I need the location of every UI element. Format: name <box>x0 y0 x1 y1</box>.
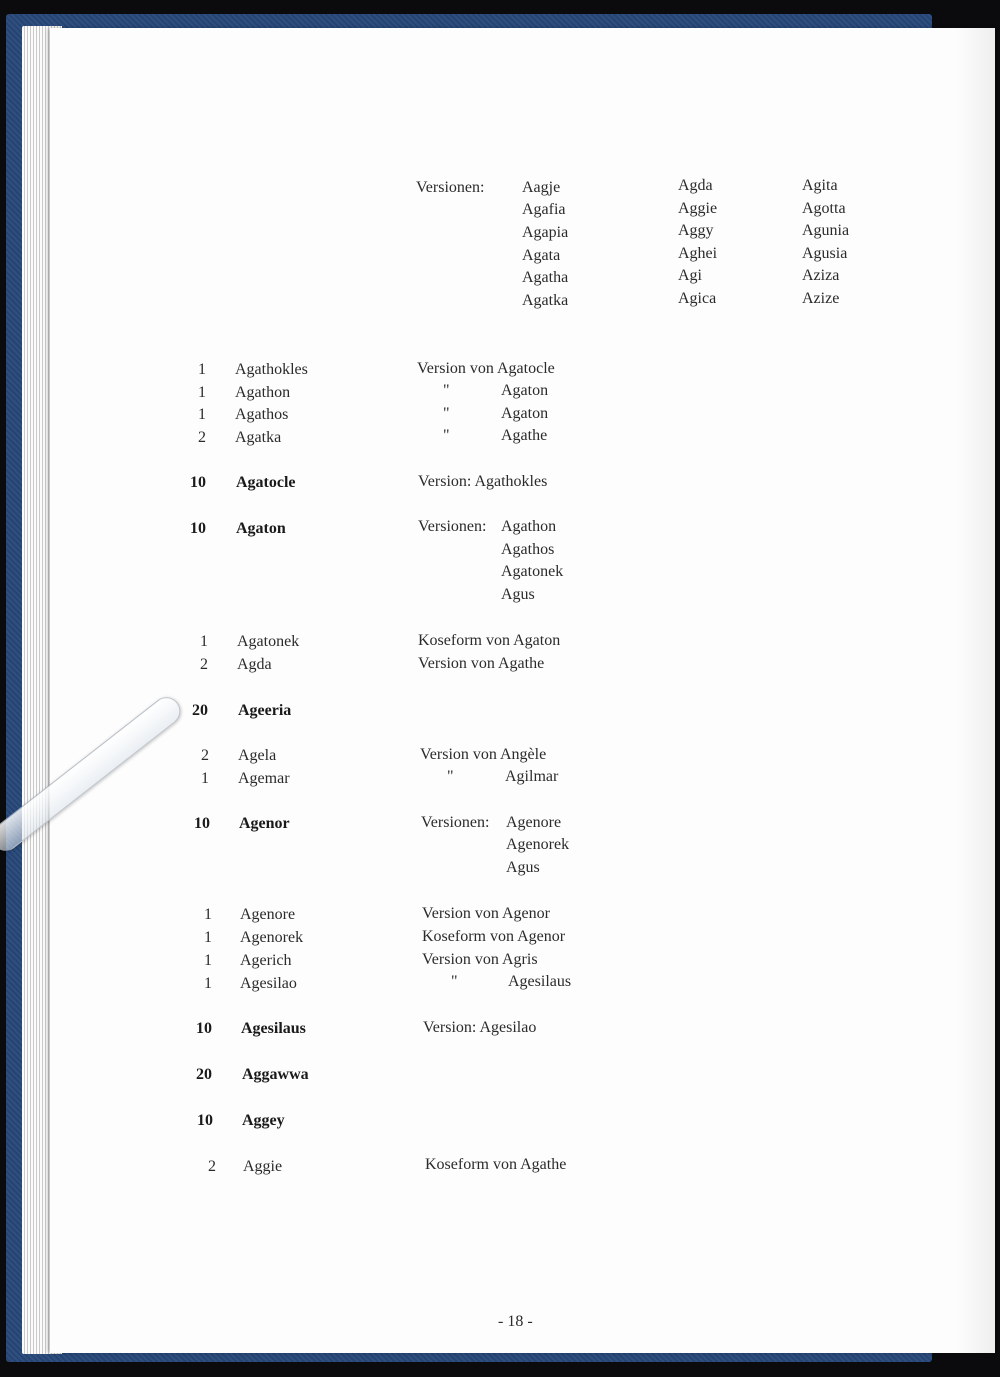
entry-number: 2 <box>198 429 206 446</box>
entry-name: Agda <box>237 656 272 673</box>
version-name: Agus <box>501 586 535 603</box>
version-name: Agata <box>522 247 561 264</box>
entry-name: Agathon <box>235 384 291 401</box>
entry-description: Koseform von Agaton <box>418 632 561 649</box>
entry-description: Agesilaus <box>508 973 572 990</box>
entry-number: 1 <box>204 952 212 969</box>
entry-number: 10 <box>194 815 210 832</box>
entry-description: Agaton <box>501 405 549 422</box>
version-name: Agda <box>678 177 713 194</box>
version-name: Agotta <box>802 200 846 217</box>
version-name: Agapia <box>522 224 569 241</box>
entry-description: Version von Agatocle <box>417 360 555 377</box>
version-name: Agunia <box>802 222 850 239</box>
entry-name: Agenorek <box>240 929 304 946</box>
versions-label: Versionen: <box>421 814 490 831</box>
entry-description: Koseform von Agathe <box>425 1156 567 1173</box>
entry-description: Version von Agris <box>422 951 538 968</box>
entry-number: 1 <box>204 929 212 946</box>
entry-number: 10 <box>196 1020 212 1037</box>
version-name: Agus <box>506 859 540 876</box>
entry-name: Aggie <box>243 1158 283 1175</box>
entry-name: Agatocle <box>236 474 296 491</box>
version-name: Agita <box>802 177 838 194</box>
version-name: Agi <box>678 267 702 284</box>
entry-number: 1 <box>198 361 206 378</box>
version-name: Azize <box>802 290 840 307</box>
version-name: Agenorek <box>506 836 570 853</box>
versions-label: Versionen: <box>418 518 487 535</box>
entry-number: 10 <box>190 474 206 491</box>
version-name: Aagje <box>522 179 561 196</box>
version-name: Agatha <box>522 269 569 286</box>
entry-name: Agenor <box>239 815 290 832</box>
entry-number: 20 <box>196 1066 212 1083</box>
version-name: Agusia <box>802 245 848 262</box>
ditto-mark: " <box>443 427 450 444</box>
entry-description: Agilmar <box>505 768 559 785</box>
entry-number: 2 <box>200 656 208 673</box>
entry-name: Aggawwa <box>242 1066 309 1083</box>
version-name: Agica <box>678 290 717 307</box>
page-number: - 18 - <box>498 1313 533 1330</box>
version-name: Aggy <box>678 222 714 239</box>
entry-number: 1 <box>200 633 208 650</box>
entry-name: Agenore <box>240 906 296 923</box>
entry-number: 10 <box>190 520 206 537</box>
entry-description: Koseform von Agenor <box>422 928 566 945</box>
version-name: Agatka <box>522 292 569 309</box>
entry-description: Agathe <box>501 427 548 444</box>
entry-description: Version: Agathokles <box>418 473 548 490</box>
ditto-mark: " <box>447 768 454 785</box>
entry-number: 1 <box>204 975 212 992</box>
entry-name: Agathos <box>235 406 289 423</box>
entry-number: 1 <box>204 906 212 923</box>
entry-name: Agatonek <box>237 633 300 650</box>
entry-number: 1 <box>201 770 209 787</box>
version-name: Agathos <box>501 541 555 558</box>
entry-number: 10 <box>197 1112 213 1129</box>
version-name: Aziza <box>802 267 840 284</box>
entry-description: Version: Agesilao <box>423 1019 537 1036</box>
entry-name: Agela <box>238 747 277 764</box>
entry-name: Agaton <box>236 520 286 537</box>
entry-description: Agaton <box>501 382 549 399</box>
entry-number: 1 <box>198 384 206 401</box>
entry-name: Ageeria <box>238 702 292 719</box>
entry-name: Agathokles <box>235 361 308 378</box>
entry-name: Agesilao <box>240 975 297 992</box>
ditto-mark: " <box>443 405 450 422</box>
entry-name: Agatka <box>235 429 282 446</box>
version-name: Aggie <box>678 200 718 217</box>
entry-number: 2 <box>201 747 209 764</box>
entry-name: Agesilaus <box>241 1020 306 1037</box>
ditto-mark: " <box>443 382 450 399</box>
versions-label: Versionen: <box>416 179 485 196</box>
version-name: Agatonek <box>501 563 564 580</box>
entry-name: Agerich <box>240 952 292 969</box>
entry-name: Aggey <box>242 1112 285 1129</box>
version-name: Agenore <box>506 814 562 831</box>
entry-description: Version von Angèle <box>420 746 547 763</box>
entry-number: 2 <box>208 1158 216 1175</box>
entry-number: 20 <box>192 702 208 719</box>
entry-name: Agemar <box>238 770 290 787</box>
ditto-mark: " <box>451 973 458 990</box>
entry-number: 1 <box>198 406 206 423</box>
version-name: Agafia <box>522 201 566 218</box>
entry-description: Version von Agathe <box>418 655 545 672</box>
version-name: Agathon <box>501 518 557 535</box>
entry-description: Version von Agenor <box>422 905 550 922</box>
version-name: Aghei <box>678 245 718 262</box>
book-page <box>50 28 995 1353</box>
